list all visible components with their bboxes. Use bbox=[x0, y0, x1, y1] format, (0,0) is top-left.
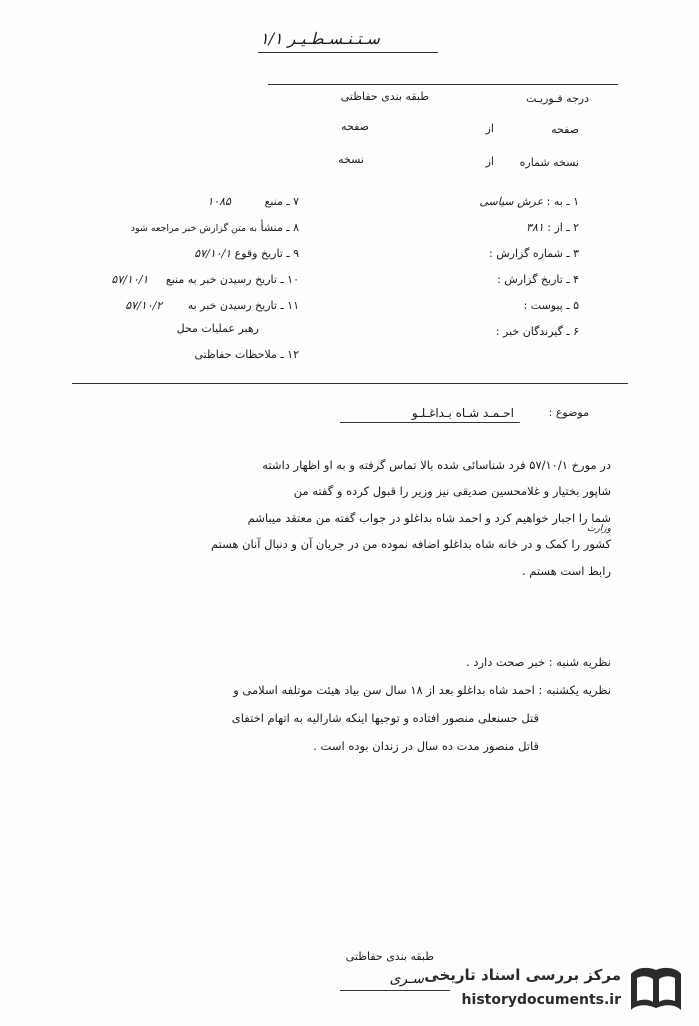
body-line-3: شما را اجبار خواهیم کرد و احمد شاه بداغلو در جواب گفته من معتقد میباشم bbox=[247, 511, 611, 525]
copy-of: از bbox=[485, 155, 494, 168]
page-label: صفحه bbox=[551, 123, 579, 136]
left-field-11: ۱۱ ـ تاریخ رسیدن خبر به ۵۷/۱۰/۲ bbox=[125, 299, 299, 312]
right-field-5: ۵ ـ پیوست : bbox=[523, 299, 579, 312]
subject-underline bbox=[340, 422, 520, 423]
right-field-1: ۱ ـ به : عرش سیاسی bbox=[479, 195, 579, 208]
left-field-7: ۷ ـ منبع ۱۰۸۵ bbox=[207, 195, 299, 208]
copy-label: نسخه bbox=[338, 153, 364, 166]
security-degree-label: درجه فـوریـت bbox=[526, 92, 589, 105]
body-line-1: در مورخ ۵۷/۱۰/۱ فرد شناسائی شده بالا تماس گرفته و به او اظهار داشته bbox=[262, 458, 611, 472]
page-label-2: صفحه bbox=[341, 120, 369, 133]
archive-logo-title: مرکز بررسی اسناد تاریخی bbox=[424, 966, 621, 984]
body-line-4: کشور را کمک و در خانه شاه بداغلو اضافه نموده من در جریان آن و دنبال آنان هستم bbox=[211, 537, 611, 551]
archive-logo bbox=[424, 960, 691, 1020]
classification-label: طبقه بندی حفاظتی bbox=[340, 90, 429, 103]
body-margin-note: وزارت bbox=[586, 524, 611, 534]
left-field-12: ۱۲ ـ ملاحظات حفاظتی bbox=[194, 348, 299, 361]
right-field-4: ۴ ـ تاریخ گزارش : bbox=[497, 273, 579, 286]
book-icon bbox=[627, 964, 685, 1016]
archive-logo-url: historydocuments.ir bbox=[461, 992, 621, 1008]
top-stamp: سـتـنـسـطـیـر ۱/۱ bbox=[260, 29, 380, 48]
footer-classification-label: طبقه بندی حفاظتی bbox=[345, 950, 434, 963]
comment-2: نظریه یکشنبه : احمد شاه بداغلو بعد از ۱۸ سال سن بیاد هیئت موتلفه اسلامی و bbox=[233, 683, 611, 697]
right-field-6: ۶ ـ گیرندگان خبر : bbox=[495, 325, 579, 338]
left-field-8: ۸ ـ منشأ به متن گزارش خبر مراجعه شود bbox=[130, 221, 299, 234]
subject-value: احـمـد شـاه بـداغـلـو bbox=[411, 406, 514, 420]
body-line-5: رابط است هستم . bbox=[521, 564, 611, 578]
header-separator bbox=[72, 383, 628, 384]
comment-3: قتل حسنعلی منصور افتاده و توجیها اینکه شاراليه به اتهام اختفای bbox=[231, 711, 539, 725]
comment-1: نظریه شنبه : خبر صحت دارد . bbox=[466, 655, 611, 669]
subject-label: موضوع : bbox=[548, 406, 589, 419]
left-field-9: ۹ ـ تاریخ وقوع ۵۷/۱۰/۱ bbox=[194, 247, 299, 260]
copy-number-label: نسخه شماره bbox=[519, 156, 579, 169]
comment-4: قاتل منصور مدت ده سال در زندان بوده است . bbox=[313, 739, 539, 753]
page-of: از bbox=[485, 122, 494, 135]
left-field-10: ۱۰ ـ تاریخ رسیدن خبر به منبع ۵۷/۱۰/۱ bbox=[111, 273, 299, 286]
right-field-2: ۲ ـ از : ۳۸۱ bbox=[526, 221, 579, 234]
footer-classification-value: سـری bbox=[389, 971, 424, 987]
header-top-line bbox=[268, 84, 618, 85]
left-field-11b: رهبر عملیات محل bbox=[176, 322, 259, 335]
body-line-2: شاپور بختیار و غلامحسین صدیقی نیز وزیر را قبول کرده و گفته من bbox=[293, 484, 611, 498]
right-field-3: ۳ ـ شماره گزارش : bbox=[489, 247, 579, 260]
top-stamp-underline bbox=[258, 52, 438, 53]
